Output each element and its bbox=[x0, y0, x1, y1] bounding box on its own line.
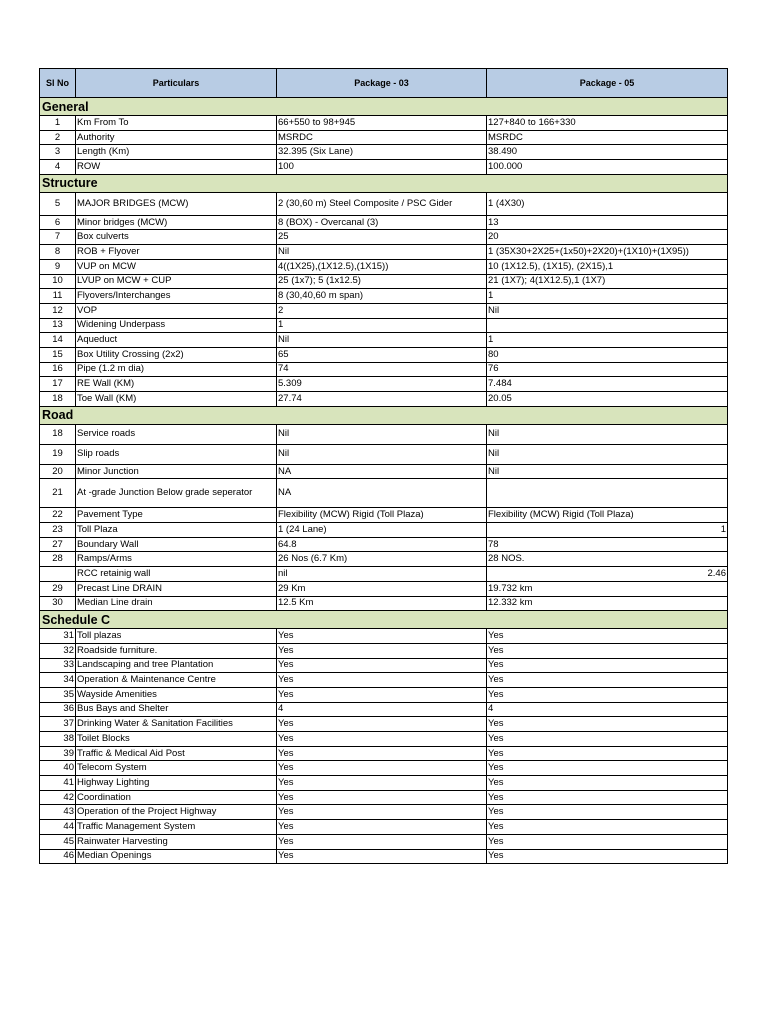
package-05-cell: 13 bbox=[487, 215, 728, 230]
particulars-cell: Traffic & Medical Aid Post bbox=[76, 746, 277, 761]
table-row bbox=[40, 658, 728, 673]
package-03-cell: Yes bbox=[277, 849, 487, 864]
package-05-cell: 12.332 km bbox=[487, 596, 728, 611]
package-03-cell: 25 (1x7); 5 (1x12.5) bbox=[277, 274, 487, 289]
package-05-cell: Nil bbox=[487, 444, 728, 464]
sl-cell: 34 bbox=[40, 673, 76, 688]
header-package-03: Package - 03 bbox=[277, 69, 487, 98]
sl-cell: 18 bbox=[40, 392, 76, 407]
sl-cell: 12 bbox=[40, 303, 76, 318]
table-row bbox=[40, 230, 728, 245]
package-03-cell: Yes bbox=[277, 834, 487, 849]
table-row bbox=[40, 629, 728, 644]
package-05-cell: Yes bbox=[487, 717, 728, 732]
package-03-cell: Flexibility (MCW) Rigid (Toll Plaza) bbox=[277, 508, 487, 523]
package-03-cell: 74 bbox=[277, 362, 487, 377]
package-05-cell: Yes bbox=[487, 834, 728, 849]
package-03-cell: Yes bbox=[277, 746, 487, 761]
sl-cell: 5 bbox=[40, 192, 76, 215]
package-05-cell: Yes bbox=[487, 805, 728, 820]
table-row bbox=[40, 776, 728, 791]
sl-cell: 9 bbox=[40, 259, 76, 274]
package-05-cell: 76 bbox=[487, 362, 728, 377]
table-row bbox=[40, 643, 728, 658]
package-05-cell: 20 bbox=[487, 230, 728, 245]
particulars-cell: Precast Line DRAIN bbox=[76, 581, 277, 596]
package-05-cell: 1 bbox=[487, 289, 728, 304]
package-03-cell: 8 (BOX) - Overcanal (3) bbox=[277, 215, 487, 230]
particulars-cell: ROW bbox=[76, 160, 277, 175]
table-row bbox=[40, 192, 728, 215]
package-03-cell: Yes bbox=[277, 717, 487, 732]
package-05-cell: MSRDC bbox=[487, 130, 728, 145]
sl-cell: 10 bbox=[40, 274, 76, 289]
sl-cell: 23 bbox=[40, 523, 76, 538]
sl-cell: 2 bbox=[40, 130, 76, 145]
package-03-cell: 100 bbox=[277, 160, 487, 175]
package-05-cell: Yes bbox=[487, 776, 728, 791]
package-05-cell: Flexibility (MCW) Rigid (Toll Plaza) bbox=[487, 508, 728, 523]
table-row bbox=[40, 820, 728, 835]
sl-cell: 44 bbox=[40, 820, 76, 835]
package-03-cell: Yes bbox=[277, 776, 487, 791]
section-title-road: Road bbox=[40, 406, 728, 424]
sl-cell: 30 bbox=[40, 596, 76, 611]
particulars-cell: Operation & Maintenance Centre bbox=[76, 673, 277, 688]
package-03-cell: 1 bbox=[277, 318, 487, 333]
table-row bbox=[40, 464, 728, 479]
package-03-cell: 26 Nos (6.7 Km) bbox=[277, 552, 487, 567]
sl-cell: 6 bbox=[40, 215, 76, 230]
package-05-cell: Yes bbox=[487, 687, 728, 702]
package-05-cell: 20.05 bbox=[487, 392, 728, 407]
sl-cell: 16 bbox=[40, 362, 76, 377]
header-row bbox=[40, 69, 728, 98]
table-row bbox=[40, 160, 728, 175]
sl-cell: 1 bbox=[40, 116, 76, 131]
particulars-cell: Bus Bays and Shelter bbox=[76, 702, 277, 717]
particulars-cell: RE Wall (KM) bbox=[76, 377, 277, 392]
particulars-cell: Median Line drain bbox=[76, 596, 277, 611]
package-03-cell: 1 (24 Lane) bbox=[277, 523, 487, 538]
table-row bbox=[40, 673, 728, 688]
package-05-cell: 127+840 to 166+330 bbox=[487, 116, 728, 131]
particulars-cell: RCC retainig wall bbox=[76, 567, 277, 582]
particulars-cell: Minor bridges (MCW) bbox=[76, 215, 277, 230]
package-05-cell: Yes bbox=[487, 732, 728, 747]
package-03-cell: Nil bbox=[277, 245, 487, 260]
package-05-cell bbox=[487, 479, 728, 508]
table-row bbox=[40, 581, 728, 596]
table-row bbox=[40, 746, 728, 761]
sl-cell: 31 bbox=[40, 629, 76, 644]
table-row bbox=[40, 245, 728, 260]
particulars-cell: Roadside furniture. bbox=[76, 643, 277, 658]
particulars-cell: Boundary Wall bbox=[76, 537, 277, 552]
particulars-cell: Coordination bbox=[76, 790, 277, 805]
header-particulars: Particulars bbox=[76, 69, 277, 98]
package-03-cell: Yes bbox=[277, 687, 487, 702]
particulars-cell: Telecom System bbox=[76, 761, 277, 776]
package-03-cell: Yes bbox=[277, 673, 487, 688]
package-03-cell: Yes bbox=[277, 629, 487, 644]
sl-cell: 45 bbox=[40, 834, 76, 849]
particulars-cell: Length (Km) bbox=[76, 145, 277, 160]
sl-cell: 41 bbox=[40, 776, 76, 791]
table-row bbox=[40, 849, 728, 864]
table-row bbox=[40, 116, 728, 131]
particulars-cell: Landscaping and tree Plantation bbox=[76, 658, 277, 673]
sl-cell: 17 bbox=[40, 377, 76, 392]
particulars-cell: At -grade Junction Below grade seperator bbox=[76, 479, 277, 508]
sl-cell: 21 bbox=[40, 479, 76, 508]
particulars-cell: ROB + Flyover bbox=[76, 245, 277, 260]
particulars-cell: Highway Lighting bbox=[76, 776, 277, 791]
package-05-cell: 1 bbox=[487, 333, 728, 348]
package-03-cell: 64.8 bbox=[277, 537, 487, 552]
package-05-cell: Nil bbox=[487, 303, 728, 318]
table-row bbox=[40, 761, 728, 776]
package-03-cell: 4((1X25),(1X12.5),(1X15)) bbox=[277, 259, 487, 274]
sl-cell: 13 bbox=[40, 318, 76, 333]
package-03-cell: Yes bbox=[277, 820, 487, 835]
sl-cell: 42 bbox=[40, 790, 76, 805]
table-row bbox=[40, 444, 728, 464]
package-05-cell: 21 (1X7); 4(1X12.5),1 (1X7) bbox=[487, 274, 728, 289]
package-03-cell: 25 bbox=[277, 230, 487, 245]
sl-cell: 22 bbox=[40, 508, 76, 523]
table-row bbox=[40, 687, 728, 702]
package-03-cell: 4 bbox=[277, 702, 487, 717]
sl-cell: 19 bbox=[40, 444, 76, 464]
table-row bbox=[40, 596, 728, 611]
table-row bbox=[40, 537, 728, 552]
particulars-cell: Median Openings bbox=[76, 849, 277, 864]
sl-cell: 15 bbox=[40, 347, 76, 362]
section-title-general: General bbox=[40, 98, 728, 116]
sl-cell: 27 bbox=[40, 537, 76, 552]
package-05-cell: Yes bbox=[487, 761, 728, 776]
table-row bbox=[40, 347, 728, 362]
package-03-cell: Yes bbox=[277, 732, 487, 747]
particulars-cell: Km From To bbox=[76, 116, 277, 131]
particulars-cell: MAJOR BRIDGES (MCW) bbox=[76, 192, 277, 215]
table-row bbox=[40, 130, 728, 145]
sl-cell: 32 bbox=[40, 643, 76, 658]
particulars-cell: Ramps/Arms bbox=[76, 552, 277, 567]
table-row bbox=[40, 289, 728, 304]
package-05-cell: 7.484 bbox=[487, 377, 728, 392]
particulars-cell: Widening Underpass bbox=[76, 318, 277, 333]
package-03-cell: NA bbox=[277, 479, 487, 508]
package-05-cell: Yes bbox=[487, 643, 728, 658]
table-row bbox=[40, 508, 728, 523]
table-row bbox=[40, 424, 728, 444]
table-row bbox=[40, 318, 728, 333]
particulars-cell: Aqueduct bbox=[76, 333, 277, 348]
table-row bbox=[40, 567, 728, 582]
sl-cell: 14 bbox=[40, 333, 76, 348]
package-03-cell: Nil bbox=[277, 444, 487, 464]
package-05-cell: 1 bbox=[487, 523, 728, 538]
table-row bbox=[40, 259, 728, 274]
particulars-cell: VOP bbox=[76, 303, 277, 318]
package-05-cell: 19.732 km bbox=[487, 581, 728, 596]
table-row bbox=[40, 215, 728, 230]
package-05-cell: Yes bbox=[487, 820, 728, 835]
sl-cell: 33 bbox=[40, 658, 76, 673]
particulars-cell: Pipe (1.2 m dia) bbox=[76, 362, 277, 377]
particulars-cell: Minor Junction bbox=[76, 464, 277, 479]
sl-cell: 35 bbox=[40, 687, 76, 702]
section-row-structure bbox=[40, 174, 728, 192]
sl-cell: 43 bbox=[40, 805, 76, 820]
particulars-cell: Box culverts bbox=[76, 230, 277, 245]
table-row bbox=[40, 362, 728, 377]
package-05-cell: 80 bbox=[487, 347, 728, 362]
package-05-cell: 1 (35X30+2X25+(1x50)+2X20)+(1X10)+(1X95)) bbox=[487, 245, 728, 260]
section-row-schedule-c bbox=[40, 611, 728, 629]
sl-cell: 4 bbox=[40, 160, 76, 175]
header-package-05: Package - 05 bbox=[487, 69, 728, 98]
sl-cell: 40 bbox=[40, 761, 76, 776]
sl-cell: 28 bbox=[40, 552, 76, 567]
table-row bbox=[40, 805, 728, 820]
particulars-cell: Pavement Type bbox=[76, 508, 277, 523]
particulars-cell: Box Utility Crossing (2x2) bbox=[76, 347, 277, 362]
package-03-cell: Yes bbox=[277, 643, 487, 658]
package-05-cell: Yes bbox=[487, 629, 728, 644]
particulars-cell: LVUP on MCW + CUP bbox=[76, 274, 277, 289]
package-05-cell: Nil bbox=[487, 424, 728, 444]
package-05-cell: 100.000 bbox=[487, 160, 728, 175]
particulars-cell: Flyovers/Interchanges bbox=[76, 289, 277, 304]
package-03-cell: 5.309 bbox=[277, 377, 487, 392]
sl-cell bbox=[40, 567, 76, 582]
table-row bbox=[40, 834, 728, 849]
package-03-cell: 2 bbox=[277, 303, 487, 318]
section-row-road bbox=[40, 406, 728, 424]
package-03-cell: 12.5 Km bbox=[277, 596, 487, 611]
package-03-cell: 27.74 bbox=[277, 392, 487, 407]
sl-cell: 36 bbox=[40, 702, 76, 717]
sl-cell: 11 bbox=[40, 289, 76, 304]
particulars-cell: Rainwater Harvesting bbox=[76, 834, 277, 849]
package-05-cell: Yes bbox=[487, 658, 728, 673]
package-05-cell: Yes bbox=[487, 746, 728, 761]
package-03-cell: 32.395 (Six Lane) bbox=[277, 145, 487, 160]
package-03-cell: 65 bbox=[277, 347, 487, 362]
section-title-schedule-c: Schedule C bbox=[40, 611, 728, 629]
sl-cell: 3 bbox=[40, 145, 76, 160]
particulars-cell: Service roads bbox=[76, 424, 277, 444]
table-row bbox=[40, 732, 728, 747]
section-row-general bbox=[40, 98, 728, 116]
sl-cell: 46 bbox=[40, 849, 76, 864]
particulars-cell: VUP on MCW bbox=[76, 259, 277, 274]
particulars-cell: Wayside Amenities bbox=[76, 687, 277, 702]
sl-cell: 38 bbox=[40, 732, 76, 747]
package-03-cell: NA bbox=[277, 464, 487, 479]
particulars-cell: Toe Wall (KM) bbox=[76, 392, 277, 407]
table-row bbox=[40, 717, 728, 732]
package-05-cell: 1 (4X30) bbox=[487, 192, 728, 215]
particulars-cell: Toll plazas bbox=[76, 629, 277, 644]
section-title-structure: Structure bbox=[40, 174, 728, 192]
package-03-cell: nil bbox=[277, 567, 487, 582]
package-05-cell: 78 bbox=[487, 537, 728, 552]
package-03-cell: Yes bbox=[277, 805, 487, 820]
table-row bbox=[40, 479, 728, 508]
package-03-cell: 8 (30,40,60 m span) bbox=[277, 289, 487, 304]
package-05-cell bbox=[487, 318, 728, 333]
package-05-cell: Yes bbox=[487, 849, 728, 864]
package-03-cell: 2 (30,60 m) Steel Composite / PSC Gider bbox=[277, 192, 487, 215]
package-03-cell: Yes bbox=[277, 790, 487, 805]
table-row bbox=[40, 145, 728, 160]
particulars-cell: Toll Plaza bbox=[76, 523, 277, 538]
header-sl-no: Sl No bbox=[40, 69, 76, 98]
table-row bbox=[40, 702, 728, 717]
package-03-cell: Yes bbox=[277, 658, 487, 673]
package-05-cell: 28 NOS. bbox=[487, 552, 728, 567]
table-row bbox=[40, 274, 728, 289]
package-05-cell: Yes bbox=[487, 673, 728, 688]
particulars-cell: Authority bbox=[76, 130, 277, 145]
particulars-cell: Drinking Water & Sanitation Facilities bbox=[76, 717, 277, 732]
sl-cell: 8 bbox=[40, 245, 76, 260]
particulars-cell: Toilet Blocks bbox=[76, 732, 277, 747]
package-05-cell: 10 (1X12.5), (1X15), (2X15),1 bbox=[487, 259, 728, 274]
particulars-cell: Traffic Management System bbox=[76, 820, 277, 835]
package-03-cell: Nil bbox=[277, 424, 487, 444]
sl-cell: 18 bbox=[40, 424, 76, 444]
table-row bbox=[40, 552, 728, 567]
sl-cell: 39 bbox=[40, 746, 76, 761]
sl-cell: 7 bbox=[40, 230, 76, 245]
package-03-cell: Nil bbox=[277, 333, 487, 348]
package-05-cell: 38.490 bbox=[487, 145, 728, 160]
table-row bbox=[40, 523, 728, 538]
table-row bbox=[40, 333, 728, 348]
table-row bbox=[40, 377, 728, 392]
table-row bbox=[40, 303, 728, 318]
package-03-cell: MSRDC bbox=[277, 130, 487, 145]
sl-cell: 37 bbox=[40, 717, 76, 732]
table-row bbox=[40, 392, 728, 407]
package-03-cell: 66+550 to 98+945 bbox=[277, 116, 487, 131]
package-03-cell: 29 Km bbox=[277, 581, 487, 596]
package-05-cell: 4 bbox=[487, 702, 728, 717]
package-05-cell: Nil bbox=[487, 464, 728, 479]
project-comparison-table bbox=[39, 68, 728, 864]
package-05-cell: 2.46 bbox=[487, 567, 728, 582]
table-row bbox=[40, 790, 728, 805]
sl-cell: 29 bbox=[40, 581, 76, 596]
package-03-cell: Yes bbox=[277, 761, 487, 776]
particulars-cell: Operation of the Project Highway bbox=[76, 805, 277, 820]
particulars-cell: Slip roads bbox=[76, 444, 277, 464]
package-05-cell: Yes bbox=[487, 790, 728, 805]
sl-cell: 20 bbox=[40, 464, 76, 479]
